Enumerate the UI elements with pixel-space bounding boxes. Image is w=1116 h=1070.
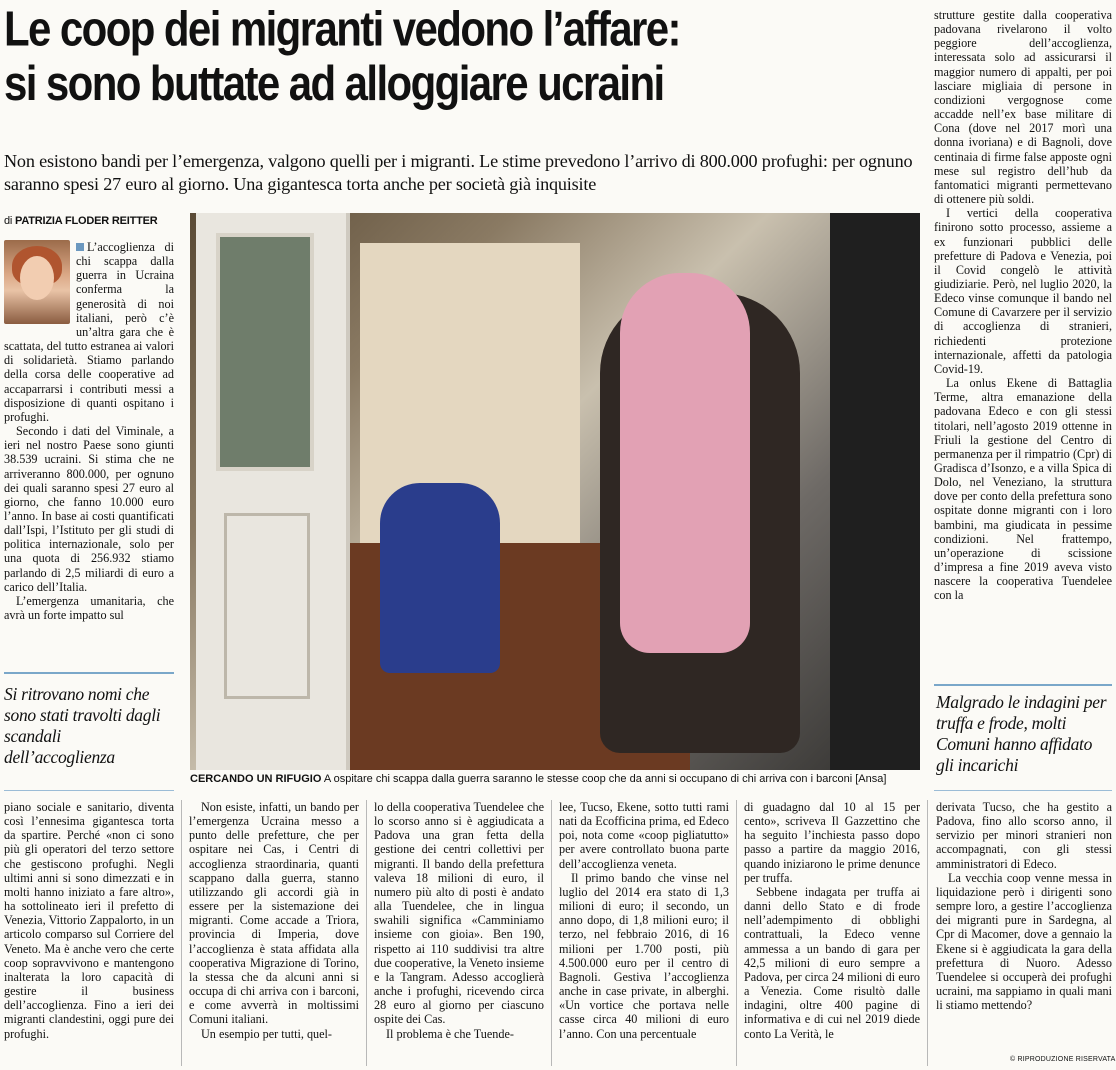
copyright-notice: © RIPRODUZIONE RISERVATA (1010, 1056, 1116, 1063)
paragraph: lo della cooperativa Tuendelee che lo scorso anno si è aggiudicata a Padova una gran fetta della gestione dei centri collettivi per migranti. Il bando della prefettura valeva 18 milioni di euro, il numero più alto di posti è andato alla Tuendelee, che in lingua swahili significa «Camminiamo insieme con gioia». Ben 190, rispetto ai 110 suddivisi tra altre due cooperative, la Veneto insieme e la Tangram. Adesso accoglierà anche i profughi, ricevendo circa 28 euro al giorno per ciascuno ospite dei Cas. (374, 800, 544, 1027)
paragraph: Sebbene indagata per truffa ai danni dello Stato e di frode nell’adempimento di obblighi contrattuali, la Edeco venne ammessa a un bando di gara per 42,5 milioni di euro sempre a Padova, per circa 24 milioni di euro a Venezia. Come risultò dalle indagini, oltre 400 pagine di informativa e di cui nel 2019 diede conto La Verità, le (744, 884, 920, 1041)
paragraph: lee, Tucso, Ekene, sotto tutti rami nati da Ecofficina prima, ed Edeco poi, nota come «coop pigliatutto» per avere controllato buona parte dell’accoglienza veneta. (559, 800, 729, 871)
headline (4, 2, 924, 111)
column-divider (366, 800, 367, 1066)
subheadline: Non esistono bandi per l’emergenza, valgono quelli per i migranti. Le stime prevedono l’arrivo di 800.000 profughi: per ognuno saranno spesi 27 euro al giorno. Una gigantesca torta anche per società già inquisite (4, 151, 913, 194)
paragraph: strutture gestite dalla cooperativa padovana rivelarono il volto peggiore dell’accoglienza, interessata solo ad assicurarsi il maggior numero di appalti, per poi lasciare migliaia di persone in condizioni vergognose come accadde nell’ex base militare di Cona (dove nel 2017 morì una donna ivoriana) e di Bagnoli, dove centinaia di firme false apposte ogni mese sul registro dell’hub da fantomatici migranti permettevano di ottenere più soldi. (934, 8, 1112, 207)
column-divider (736, 800, 737, 1066)
paragraph: Il primo bando che vinse nel luglio del 2014 era stato di 1,3 milioni di euro; il secondo, un anno dopo, di 1,8 milioni euro; il terzo, nel febbraio 2016, di 16 milioni per 1.700 posti, più 4.500.000 euro per il centro di Bagnoli. Gestiva l’accoglienza anche in case private, in alberghi. «Un vortice che portava nelle casse circa 40 milioni di euro l’anno. Con una percentuale (559, 870, 729, 1041)
byline (4, 215, 184, 227)
column-divider (181, 800, 182, 1066)
headline-line-1: Le coop dei migranti vedono l’affare: (4, 0, 680, 57)
main-photo (190, 213, 920, 770)
paragraph: Un esempio per tutti, quel- (201, 1026, 332, 1041)
column-b4 (559, 800, 729, 1068)
pullquote-left: Si ritrovano nomi che sono stati travolti dagli scandali dell’accoglienza (4, 684, 161, 767)
paragraph: derivata Tucso, che ha gestito a Padova, fino allo scorso anno, il servizio per minori stranieri non accompagnati, con gli stessi amministratori di Edeco. (936, 800, 1112, 871)
column-b6 (936, 800, 1112, 1050)
byline-author: PATRIZIA FLODER REITTER (15, 215, 158, 227)
column-b5 (744, 800, 920, 1068)
column-divider (927, 800, 928, 1066)
column-right-top (934, 8, 1112, 668)
column-b1 (4, 800, 174, 1068)
paragraph: di guadagno dal 10 al 15 per cento», scriveva Il Gazzettino che ha seguito l’inchiesta passo dopo passo a partire da maggio 2016, quando iniziarono le prime denunce per truffa. (744, 800, 920, 885)
pullquote-rule-top-left (4, 672, 174, 674)
paragraph: piano sociale e sanitario, diventa così l’ennesima gigantesca torta da spartire. Perché «non ci sono più gli operatori del terzo settore che gestiscono profughi. Negli ultimi anni si sono dimezzati e in molti hanno iniziato a fare altro», ha sottolineato ieri il prefetto di Venezia, Vittorio Zappalorto, in un articolo comparso sul Corriere del Veneto. Ma è anche vero che certe coop sopravvivono e mantengono inalterata la loro capacità di gestire il business dell’accoglienza. Fino a ieri dei migranti clandestini, oggi pure dei profughi. (4, 800, 174, 1041)
caption-text: A ospitare chi scappa dalla guerra saranno le stesse coop che da anni si occupano di chi arriva con i barconi [Ansa] (323, 773, 887, 785)
paragraph: Secondo i dati del Viminale, a ieri nel nostro Paese sono giunti 38.539 ucraini. Si stima che ne arriveranno 800.000, per ognuno dei quali saranno spesi 27 euro al giorno, che fanno 10.000 euro l’anno. In base ai costi quantificati dall’Ispi, l’Istituto per gli studi di politica internazionale, solo per una quota di 256.932 stiamo parlando di 2,5 miliardi di euro a carico dell’Italia. (4, 424, 174, 594)
byline-prefix: di (4, 215, 13, 227)
paragraph: L’accoglienza di chi scappa dalla guerra in Ucraina conferma la generosità di noi italiani, però c’è un’altra gara che è scattata, del tutto estranea ai valori di solidarietà. Stiamo parlando della corsa delle cooperative ad accaparrarsi i contributi messi a disposizione di quanti ospitano i profughi. (4, 240, 174, 424)
paragraph: La onlus Ekene di Battaglia Terme, altra emanazione della padovana Edeco e con gli stessi titolari, nell’agosto 2019 ottenne in Friuli la gestione del Centro di permanenza per il rimpatrio (Cpr) di Gradisca d’Isonzo, e a villa Spica di Dolo, nel Veneziano, la struttura dove per conto della prefettura sono ospitate donne migranti con i loro bambini, ma giudicata in pessime condizioni. Nel frattempo, un’operazione di scissione d’impresa a fine 2019 aveva visto nascere la cooperativa Tuendelee con la (934, 376, 1112, 603)
pullquote-right: Malgrado le indagini per truffa e frode, molti Comuni hanno affidato gli incarichi (936, 692, 1107, 775)
column-b2 (189, 800, 359, 1068)
paragraph: I vertici della cooperativa finirono sotto processo, assieme a ex funzionari pubblici delle prefetture di Padova e Venezia, poi il Covid congelò le attività giudiziarie. Però, nel luglio 2020, la Edeco vinse comunque il bando nel Comune di Cavarzere per il servizio di accoglienza di stranieri, richiedenti protezione internazionale, affetti da patologia Covid-19. (934, 206, 1112, 376)
pullquote-rule-bottom-left (4, 790, 174, 791)
pullquote-rule-top-right (934, 684, 1112, 686)
column-1-top (4, 240, 174, 660)
headline-line-2: si sono buttate ad alloggiare ucraini (4, 55, 664, 111)
photo-caption (190, 772, 920, 786)
paragraph: Non esiste, infatti, un bando per l’emergenza Ucraina messo a punto delle prefetture, che per ospitare nei Cas, i Centri di accoglienza straordinaria, quanti scappano dalla guerra, stanno utilizzando gli accordi già in essere per la sistemazione dei migranti. Come accade a Triora, provincia di Imperia, dove l’accoglienza è stata affidata alla cooperativa Migrazione di Torino, la stessa che da alcuni anni si occupa di chi arriva con i barconi, e come avverrà in moltissimi Comuni italiani. (189, 800, 359, 1027)
caption-title: CERCANDO UN RIFUGIO (190, 773, 322, 785)
paragraph: La vecchia coop venne messa in liquidazione però i dirigenti sono sempre loro, a gestire l’accoglienza dei migranti pure in Sardegna, al Cpr di Macomer, dove a gennaio la Ekene si è aggiudicata la gara della prefettura di Nuoro. Adesso Tuendelee si occuperà dei profughi ucraini, ma sappiamo in quali mani li stiamo mettendo? (936, 870, 1112, 1013)
paragraph: L’emergenza umanitaria, che avrà un forte impatto sul (4, 593, 174, 623)
paragraph: Il problema è che Tuende- (386, 1026, 514, 1041)
column-b3 (374, 800, 544, 1068)
column-divider (551, 800, 552, 1066)
pullquote-rule-bottom-right (934, 790, 1112, 791)
